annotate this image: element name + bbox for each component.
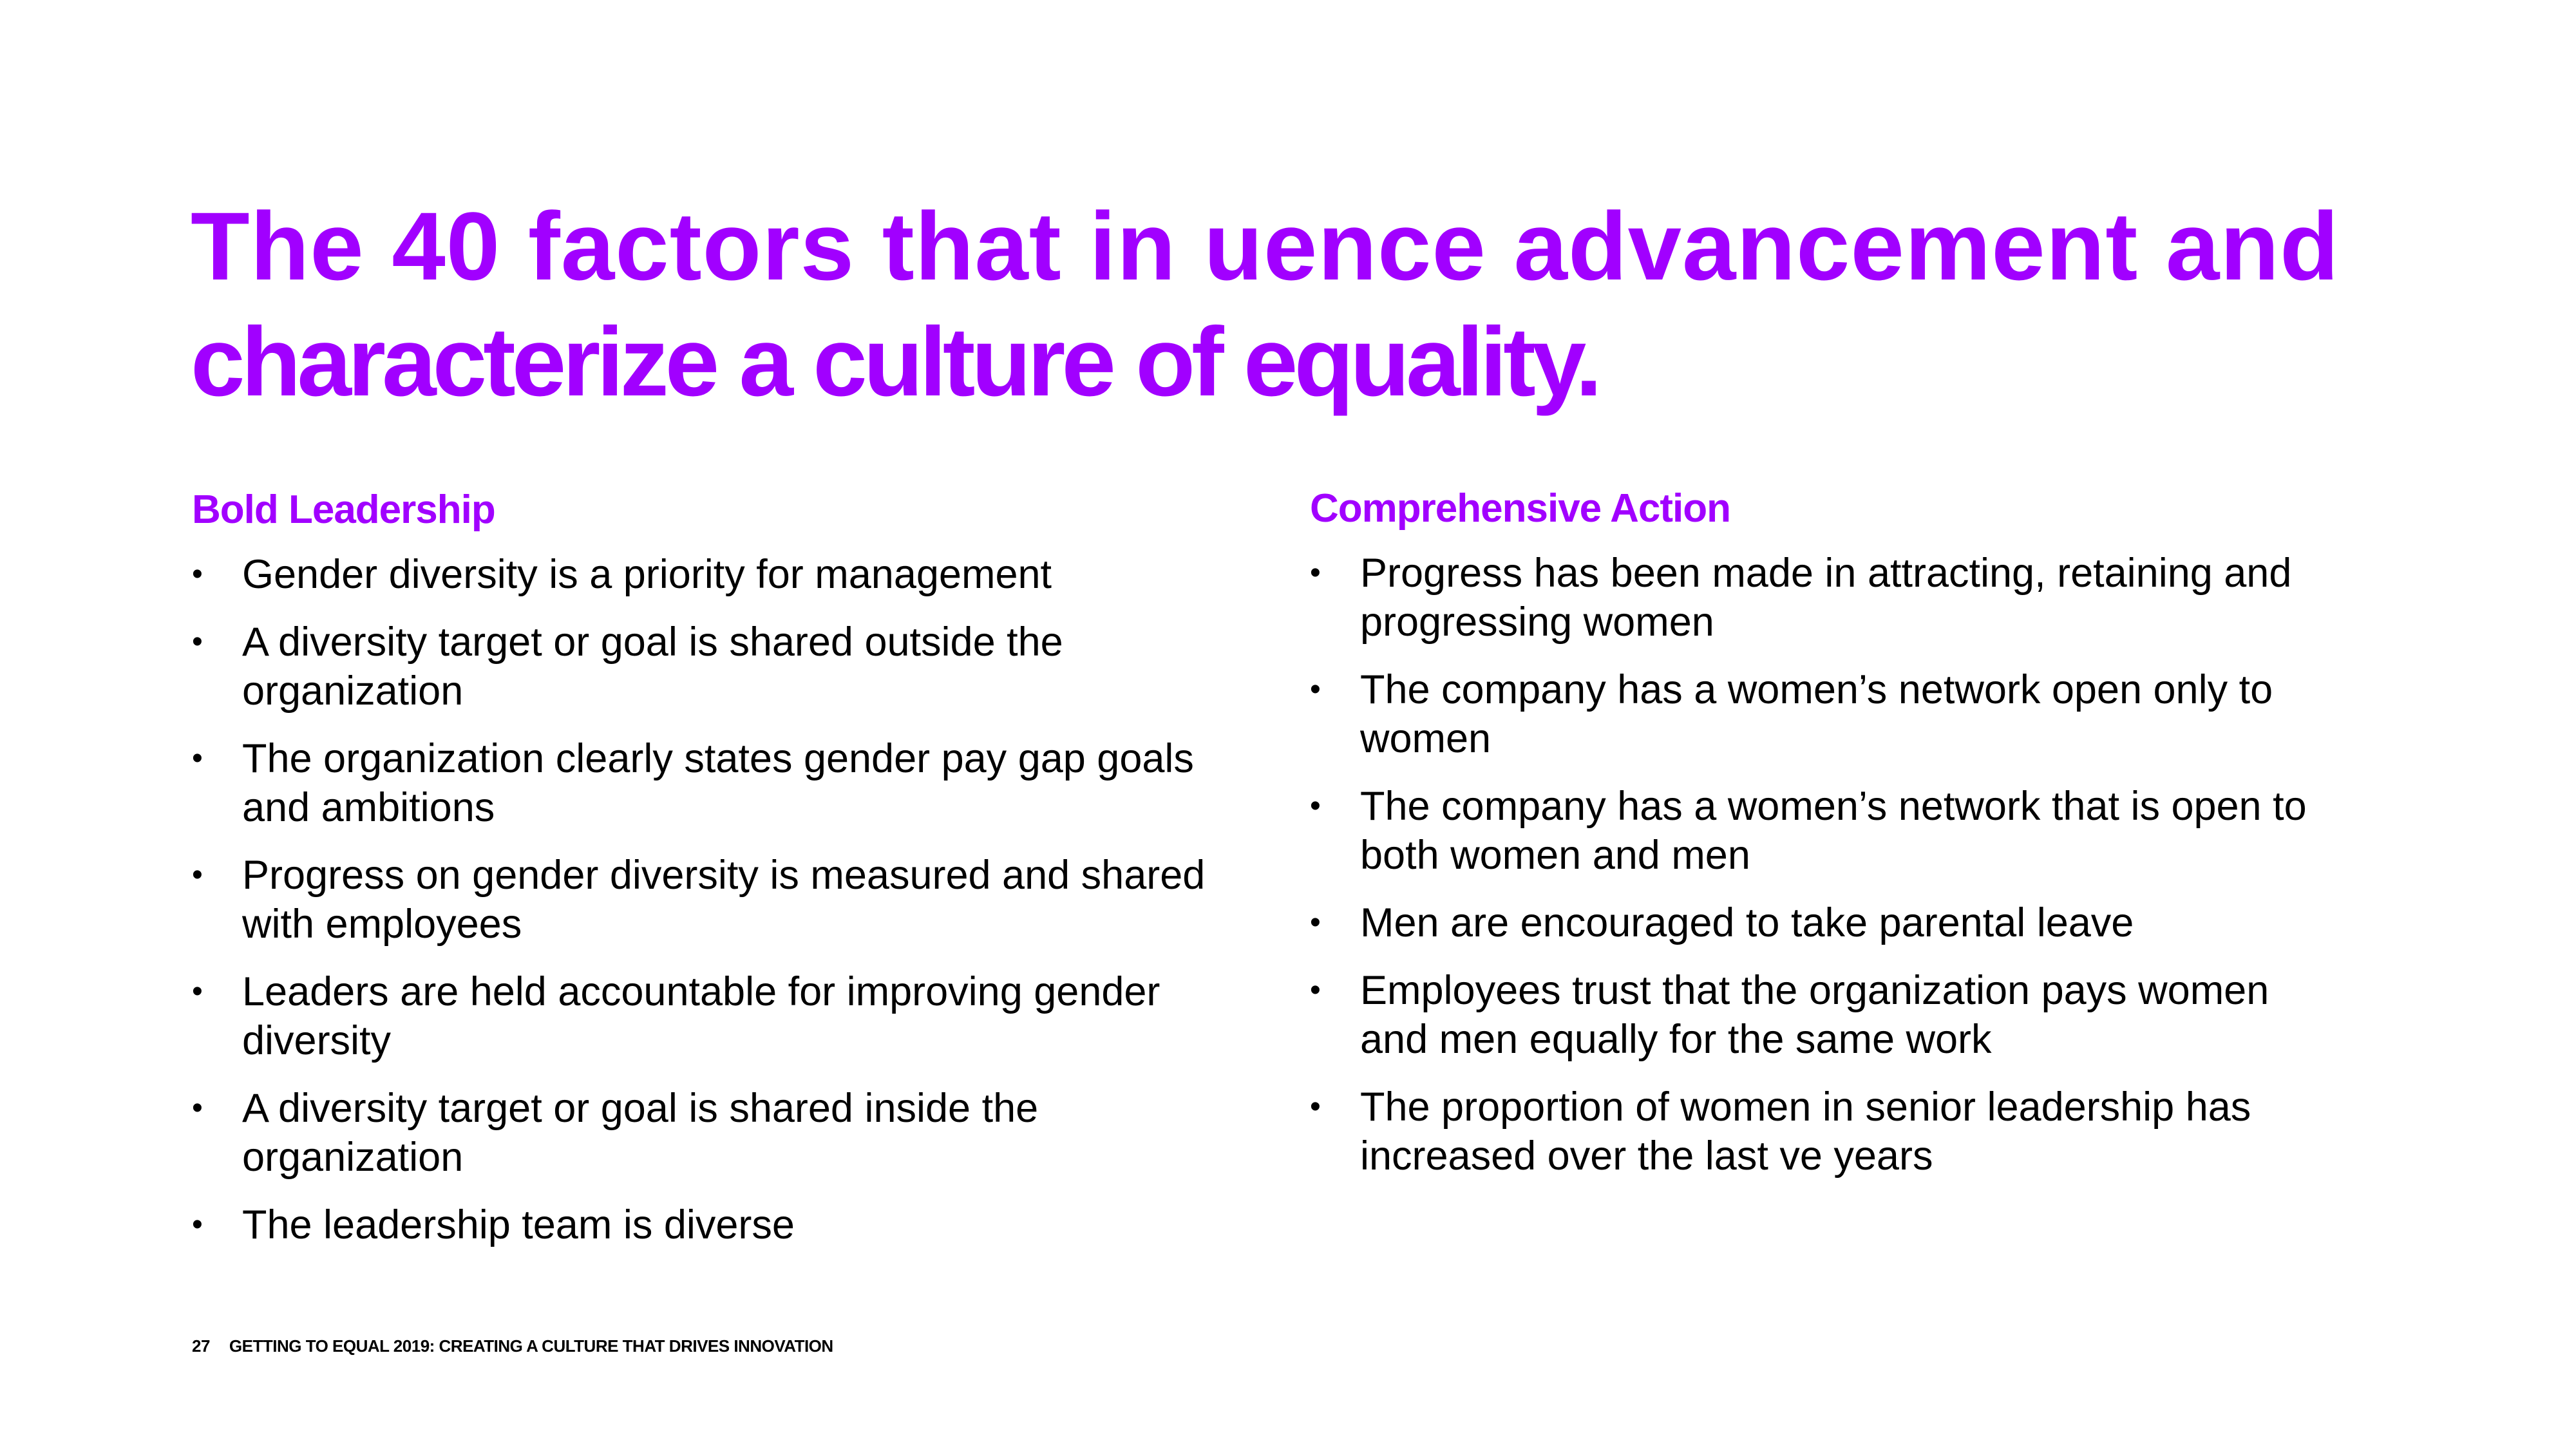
list-item-text: A diversity target or goal is shared outside the organization: [242, 620, 1063, 714]
bullet-icon: •: [192, 625, 203, 659]
list-item: [1310, 898, 2340, 947]
bullet-icon: •: [192, 858, 203, 892]
list-item: [192, 1084, 1222, 1182]
bullet-icon: •: [192, 741, 203, 775]
bullet-icon: •: [1310, 672, 1321, 706]
list-item-text: The organization clearly states gender pay gap goals and ambitions: [242, 736, 1194, 830]
list-item-text: The leadership team is diverse: [242, 1202, 795, 1247]
bullet-icon: •: [192, 557, 203, 591]
list-item: [192, 851, 1222, 949]
list-item-text: The proportion of women in senior leadership has increased over the last ve years: [1360, 1084, 2251, 1179]
list-item-text: A diversity target or goal is shared inside the organization: [242, 1086, 1039, 1180]
comprehensive-action-section: [1310, 483, 2340, 1199]
list-item: [1310, 549, 2340, 647]
list-item: [1310, 782, 2340, 880]
bullet-icon: •: [1310, 973, 1321, 1007]
page-number: 27: [192, 1336, 210, 1356]
bullet-icon: •: [192, 1091, 203, 1125]
bullet-icon: •: [192, 1208, 203, 1242]
list-item-text: The company has a women’s network open only to women: [1360, 667, 2273, 761]
page-title: [191, 188, 2445, 420]
list-item: [192, 967, 1222, 1065]
section-heading-bold-leadership: Bold Leadership: [192, 488, 495, 532]
list-item: [1310, 665, 2340, 763]
bullet-icon: •: [1310, 1090, 1321, 1124]
comprehensive-action-list: [1310, 549, 2340, 1180]
list-item-text: Progress on gender diversity is measured and shared with employees: [242, 853, 1206, 947]
page-footer: [192, 1336, 833, 1356]
list-item-text: The company has a women’s network that is open to both women and men: [1360, 784, 2307, 878]
list-item: [192, 550, 1222, 599]
list-item-text: Leaders are held accountable for improving gender diversity: [242, 969, 1160, 1063]
list-item-text: Progress has been made in attracting, retaining and progressing women: [1360, 551, 2292, 645]
bullet-icon: •: [1310, 905, 1321, 940]
title-line-1: The 40 factors that in uence advancement and: [191, 192, 2340, 300]
footer-title: GETTING TO EQUAL 2019: CREATING A CULTURE THAT DRIVES INNOVATION: [229, 1336, 833, 1356]
list-item: [192, 618, 1222, 715]
bold-leadership-section: [192, 484, 1222, 1268]
title-line-2: characterize a culture of equality.: [191, 307, 1599, 417]
list-item-text: Employees trust that the organization pays women and men equally for the same work: [1360, 968, 2269, 1062]
list-item-text: Men are encouraged to take parental leave: [1360, 900, 2134, 945]
list-item: [192, 1200, 1222, 1249]
bullet-icon: •: [1310, 556, 1321, 590]
bold-leadership-list: [192, 550, 1222, 1249]
bullet-icon: •: [192, 974, 203, 1009]
list-item: [1310, 966, 2340, 1064]
bullet-icon: •: [1310, 789, 1321, 823]
list-item: [192, 734, 1222, 832]
list-item-text: Gender diversity is a priority for management: [242, 552, 1052, 597]
section-heading-comprehensive-action: Comprehensive Action: [1310, 486, 1730, 531]
list-item: [1310, 1083, 2340, 1180]
